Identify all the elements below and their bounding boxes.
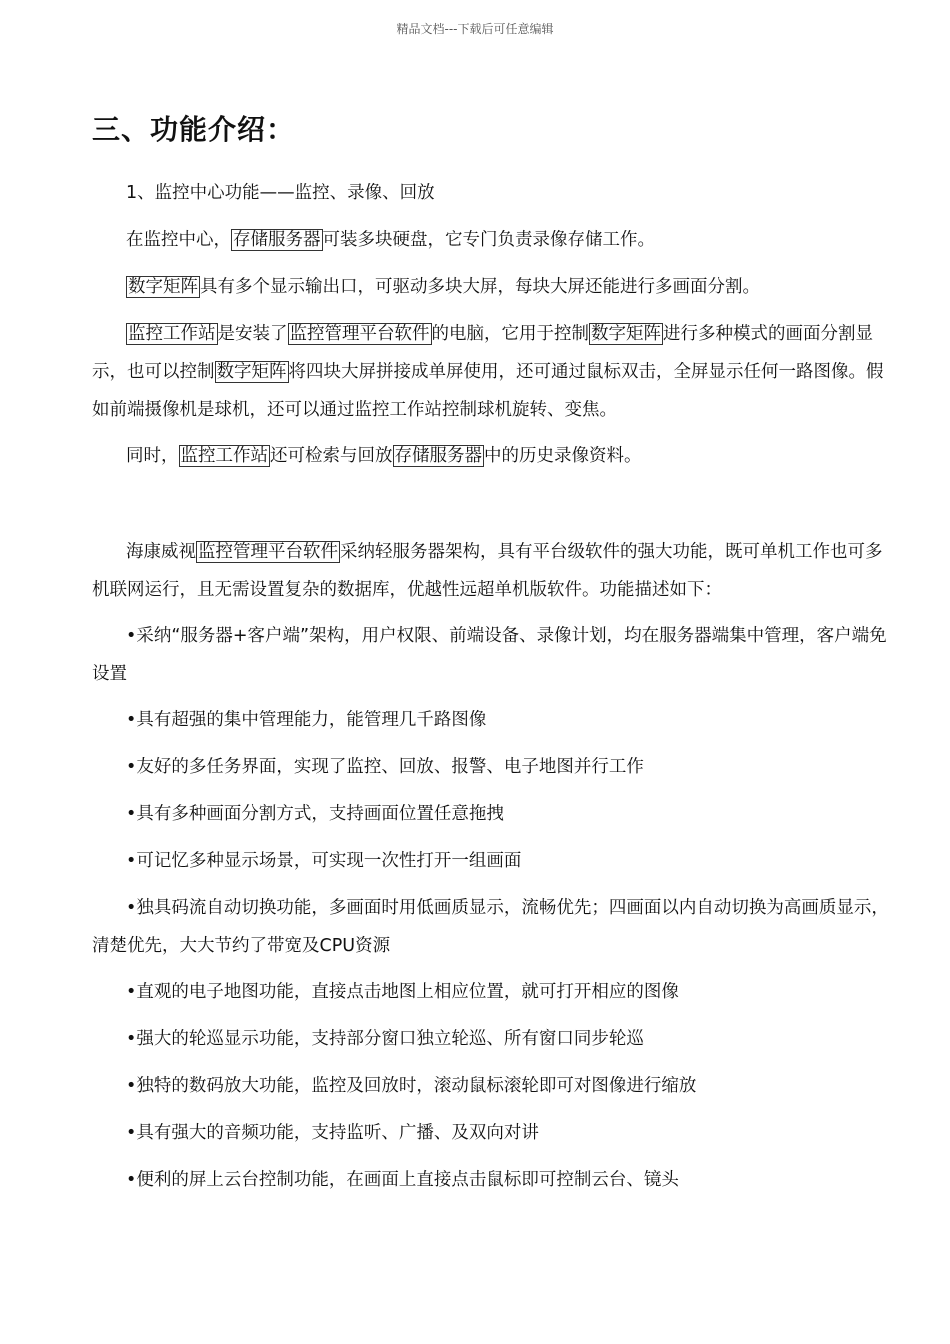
paragraph-5 (92, 533, 892, 609)
bullet-item: •友好的多任务界面，实现了监控、回放、报警、电子地图并行工作 (126, 757, 644, 777)
bullet-item: •强大的轮巡显示功能，支持部分窗口独立轮巡、所有窗口同步轮巡 (126, 1029, 644, 1049)
text: 在监控中心， (126, 230, 231, 250)
paragraph-1 (92, 221, 892, 259)
term-platform-software: 监控管理平台软件 (198, 542, 338, 562)
text: 具有多个显示输出口，可驱动多块大屏，每块大屏还能进行多画面分割。 (200, 277, 760, 297)
term-platform-software: 监控管理平台软件 (289, 324, 430, 344)
text: 是安装了 (217, 324, 288, 344)
paragraph-3 (92, 315, 892, 429)
bullet-item: •直观的电子地图功能，直接点击地图上相应位置，就可打开相应的图像 (126, 982, 679, 1002)
text: 进行多种模式的画面分割显示，也可以控制 (92, 324, 873, 382)
paragraph-2 (92, 268, 892, 306)
bullet-item: •采纳“服务器+客户端”架构，用户权限、前端设备、录像计划，均在服务器端集中管理，客户端免设置 (92, 626, 887, 684)
bullet-item: •独特的数码放大功能，监控及回放时，滚动鼠标滚轮即可对图像进行缩放 (126, 1076, 697, 1096)
text: 同时， (126, 446, 179, 466)
text: 海康威视 (126, 542, 196, 562)
term-monitoring-workstation: 监控工作站 (128, 324, 216, 344)
text: 的电脑，它用于控制 (431, 324, 589, 344)
text: 将四块大屏拼接成单屏使用，还可通过鼠标双击，全屏显示任何一路图像。假如前端摄像机是球机，还可以通过监控工作站控制球机旋转、变焦。 (92, 362, 884, 420)
term-storage-server: 存储服务器 (394, 446, 482, 466)
bullet-item: •可记忆多种显示场景，可实现一次性打开一组画面 (126, 851, 522, 871)
paragraph-4 (92, 437, 892, 475)
bullet-item: •具有强大的音频功能，支持监听、广播、及双向对讲 (126, 1123, 539, 1143)
bullet-item: •具有超强的集中管理能力，能管理几千路图像 (126, 710, 487, 730)
text: 中的历史录像资料。 (484, 446, 642, 466)
bullet-item: •具有多种画面分割方式，支持画面位置任意拖拽 (126, 804, 504, 824)
term-digital-matrix: 数字矩阵 (128, 277, 198, 297)
term-digital-matrix: 数字矩阵 (591, 324, 661, 344)
bullet-item: •独具码流自动切换功能，多画面时用低画质显示，流畅优先；四画面以内自动切换为高画质显示，清楚优先，大大节约了带宽及CPU资源 (92, 898, 889, 956)
section-title: 三、功能介绍： (92, 113, 296, 146)
term-digital-matrix: 数字矩阵 (216, 362, 287, 382)
text: 还可检索与回放 (270, 446, 393, 466)
term-monitoring-workstation: 监控工作站 (180, 446, 268, 466)
page-header: 精品文档---下载后可任意编辑 (396, 22, 554, 36)
text: 可装多块硬盘，它专门负责录像存储工作。 (322, 230, 655, 250)
subsection-heading: 1、监控中心功能——监控、录像、回放 (126, 183, 435, 203)
bullet-item: •便利的屏上云台控制功能，在画面上直接点击鼠标即可控制云台、镜头 (126, 1170, 679, 1190)
term-storage-server: 存储服务器 (233, 230, 321, 250)
text: 采纳轻服务器架构，具有平台级软件的强大功能，既可单机工作也可多机联网运行，且无需设置复杂的数据库，优越性远超单机版软件。功能描述如下： (92, 542, 883, 600)
